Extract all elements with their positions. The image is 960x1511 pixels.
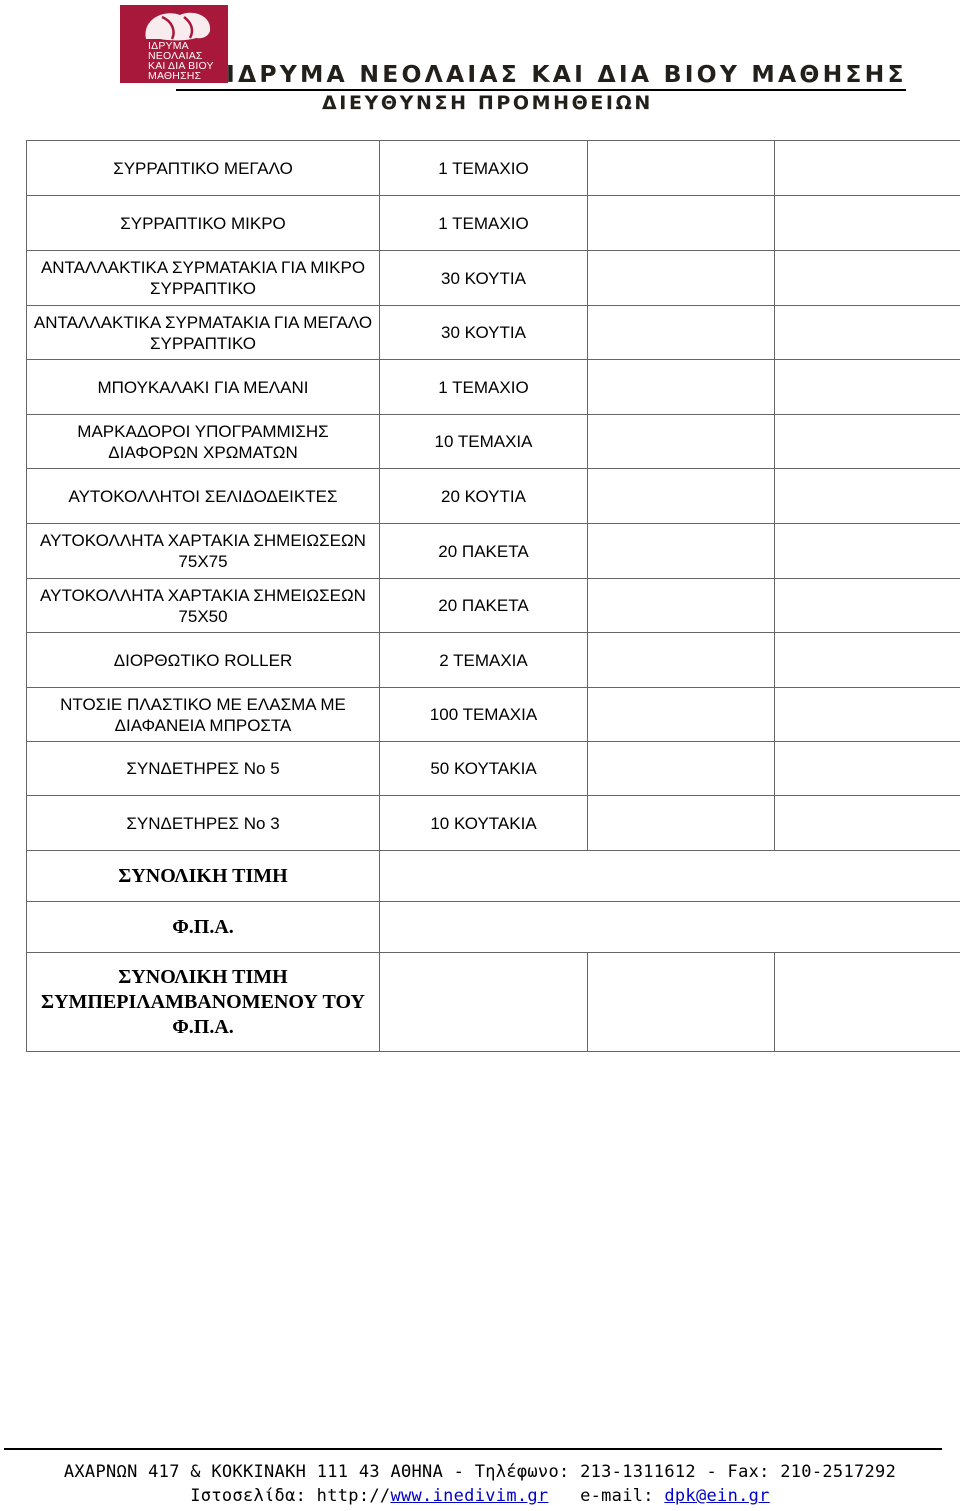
grand-total-cell	[775, 953, 960, 1052]
cell-quantity: 1 ΤΕΜΑΧΙΟ	[380, 360, 588, 415]
cell-quantity: 10 ΤΕΜΑΧΙΑ	[380, 415, 588, 469]
cell-total	[775, 579, 960, 633]
cell-item: ΣΥΡΡΑΠΤΙΚΟ ΜΕΓΑΛΟ	[27, 141, 380, 196]
cell-price	[588, 196, 775, 251]
cell-price	[588, 306, 775, 360]
cell-quantity: 1 ΤΕΜΑΧΙΟ	[380, 141, 588, 196]
cell-item: ΑΥΤΟΚΟΛΛΗΤΑ ΧΑΡΤΑΚΙΑ ΣΗΜΕΙΩΣΕΩΝ 75Χ75	[27, 524, 380, 579]
total-price-cell	[380, 851, 960, 902]
cell-total	[775, 688, 960, 742]
table-row	[27, 141, 960, 196]
vat-cell	[380, 902, 960, 953]
email-prefix: e-mail:	[580, 1486, 665, 1506]
cell-price	[588, 141, 775, 196]
supplies-table	[26, 140, 960, 1052]
cell-price	[588, 469, 775, 524]
cell-item: ΑΥΤΟΚΟΛΛΗΤΑ ΧΑΡΤΑΚΙΑ ΣΗΜΕΙΩΣΕΩΝ 75Χ50	[27, 579, 380, 633]
cell-total	[775, 360, 960, 415]
table-row	[27, 196, 960, 251]
cell-item: ΑΥΤΟΚΟΛΛΗΤΟΙ ΣΕΛΙΔΟΔΕΙΚΤΕΣ	[27, 469, 380, 524]
cell-price	[588, 251, 775, 306]
cell-quantity: 20 ΠΑΚΕΤΑ	[380, 579, 588, 633]
cell-price	[588, 360, 775, 415]
table-row	[27, 742, 960, 796]
cell-item: ΣΥΝΔΕΤΗΡΕΣ Νο 5	[27, 742, 380, 796]
cell-quantity: 20 ΚΟΥΤΙΑ	[380, 469, 588, 524]
organization-title: ΙΔΡΥΜΑ ΝΕΟΛΑΙΑΣ ΚΑΙ ΔΙΑ ΒΙΟΥ ΜΑΘΗΣΗΣ	[226, 60, 907, 88]
table-row	[27, 579, 960, 633]
grand-total-cell	[588, 953, 775, 1052]
table-row	[27, 796, 960, 851]
grand-total-label: ΣΥΝΟΛΙΚΗ ΤΙΜΗ ΣΥΜΠΕΡΙΛΑΜΒΑΝΟΜΕΝΟΥ ΤΟΥ Φ.Π.Α.	[27, 953, 380, 1052]
cell-quantity: 2 ΤΕΜΑΧΙΑ	[380, 633, 588, 688]
cell-price	[588, 579, 775, 633]
logo-text-line: ΙΔΡΥΜΑ	[148, 40, 189, 52]
table-row	[27, 469, 960, 524]
cell-price	[588, 796, 775, 851]
cell-price	[588, 415, 775, 469]
cell-item: ΝΤΟΣΙΕ ΠΛΑΣΤΙΚΟ ΜΕ ΕΛΑΣΜΑ ΜΕ ΔΙΑΦΑΝΕΙΑ ΜΠΡΟΣΤΑ	[27, 688, 380, 742]
summary-row-total	[27, 851, 960, 902]
cell-total	[775, 796, 960, 851]
logo-text-line: ΜΑΘΗΣΗΣ	[148, 70, 202, 82]
table-row	[27, 688, 960, 742]
footer-address: ΑΧΑΡΝΩΝ 417 & ΚΟΚΚΙΝΑΚΗ 111 43 ΑΘΗΝΑ - Τηλέφωνο: 213-1311612 - Fax: 210-2517292	[63, 1462, 897, 1482]
table-row	[27, 360, 960, 415]
cell-item: ΣΥΝΔΕΤΗΡΕΣ Νο 3	[27, 796, 380, 851]
table-row	[27, 415, 960, 469]
cell-quantity: 30 ΚΟΥΤΙΑ	[380, 306, 588, 360]
table-row	[27, 306, 960, 360]
department-subtitle: ΔΙΕΥΘΥΝΣΗ ΠΡΟΜΗΘΕΙΩΝ	[322, 92, 653, 114]
website-link[interactable]: www.inedivim.gr	[390, 1486, 549, 1506]
footer-contact	[0, 1486, 960, 1506]
website-prefix: Ιστοσελίδα: http://	[190, 1486, 391, 1506]
table-row	[27, 524, 960, 579]
cell-total	[775, 306, 960, 360]
cell-total	[775, 415, 960, 469]
cell-total	[775, 251, 960, 306]
summary-rows	[27, 851, 960, 1052]
cell-item: ΑΝΤΑΛΛΑΚΤΙΚΑ ΣΥΡΜΑΤΑΚΙΑ ΓΙΑ ΜΕΓΑΛΟ ΣΥΡΡΑΠΤΙΚΟ	[27, 306, 380, 360]
cell-quantity: 10 ΚΟΥΤΑΚΙΑ	[380, 796, 588, 851]
cell-total	[775, 469, 960, 524]
cell-quantity: 20 ΠΑΚΕΤΑ	[380, 524, 588, 579]
email-link[interactable]: dpk@ein.gr	[664, 1486, 770, 1506]
cell-item: ΑΝΤΑΛΛΑΚΤΙΚΑ ΣΥΡΜΑΤΑΚΙΑ ΓΙΑ ΜΙΚΡΟ ΣΥΡΡΑΠΤΙΚΟ	[27, 251, 380, 306]
cell-price	[588, 524, 775, 579]
cell-item: ΔΙΟΡΘΩΤΙΚΟ ROLLER	[27, 633, 380, 688]
cell-price	[588, 688, 775, 742]
cell-quantity: 30 ΚΟΥΤΙΑ	[380, 251, 588, 306]
cell-total	[775, 196, 960, 251]
cell-total	[775, 524, 960, 579]
cell-quantity: 50 ΚΟΥΤΑΚΙΑ	[380, 742, 588, 796]
logo-text	[148, 41, 214, 81]
footer-divider	[4, 1448, 942, 1450]
vat-label: Φ.Π.Α.	[27, 902, 380, 953]
table-row	[27, 251, 960, 306]
cell-price	[588, 742, 775, 796]
grand-total-cell	[380, 953, 588, 1052]
summary-row-grand-total	[27, 953, 960, 1052]
cell-item: ΜΑΡΚΑΔΟΡΟΙ ΥΠΟΓΡΑΜΜΙΣΗΣ ΔΙΑΦΟΡΩΝ ΧΡΩΜΑΤΩΝ	[27, 415, 380, 469]
cell-total	[775, 742, 960, 796]
summary-row-vat	[27, 902, 960, 953]
cell-total	[775, 633, 960, 688]
table-row	[27, 633, 960, 688]
logo-text-line: ΝΕΟΛΑΙΑΣ	[148, 50, 203, 62]
header-divider	[176, 89, 906, 91]
organization-logo	[120, 5, 228, 83]
cell-item: ΣΥΡΡΑΠΤΙΚΟ ΜΙΚΡΟ	[27, 196, 380, 251]
cell-quantity: 1 ΤΕΜΑΧΙΟ	[380, 196, 588, 251]
cell-item: ΜΠΟΥΚΑΛΑΚΙ ΓΙΑ ΜΕΛΑΝΙ	[27, 360, 380, 415]
total-price-label: ΣΥΝΟΛΙΚΗ ΤΙΜΗ	[27, 851, 380, 902]
logo-text-line: ΚΑΙ ΔΙΑ ΒΙΟΥ	[148, 60, 214, 72]
supplies-table-body	[27, 141, 960, 851]
cell-price	[588, 633, 775, 688]
cell-quantity: 100 ΤΕΜΑΧΙΑ	[380, 688, 588, 742]
cell-total	[775, 141, 960, 196]
